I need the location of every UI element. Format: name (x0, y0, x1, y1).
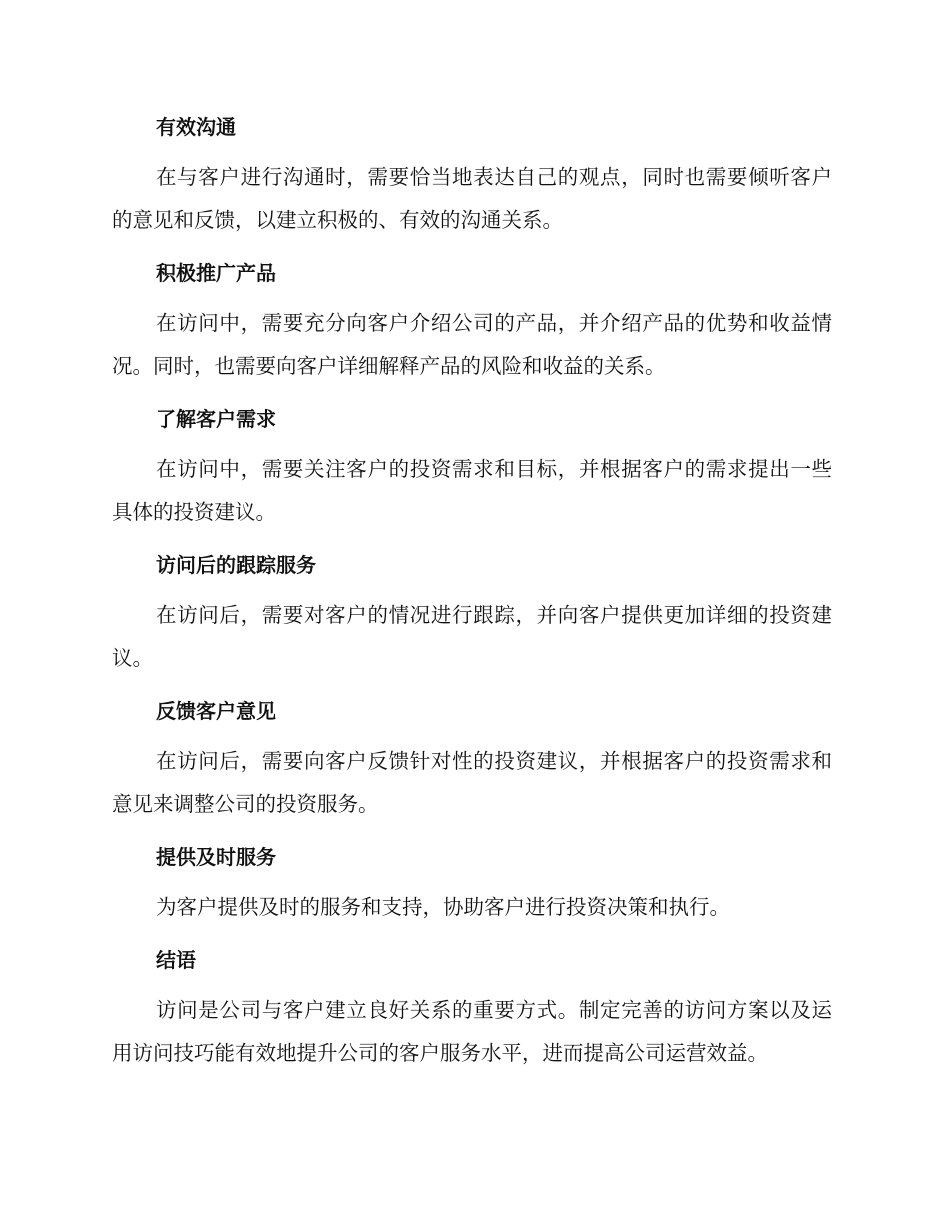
section-heading: 积极推广产品 (156, 261, 276, 285)
section-heading: 访问后的跟踪服务 (156, 553, 316, 577)
section-conclusion (112, 937, 832, 1075)
section-paragraph: 在访问中，需要关注客户的投资需求和目标，并根据客户的需求提出一些具体的投资建议。 (112, 457, 832, 524)
section-paragraph: 在访问后，需要向客户反馈针对性的投资建议，并根据客户的投资需求和意见来调整公司的投资服务。 (112, 749, 832, 816)
section-paragraph: 在与客户进行沟通时，需要恰当地表达自己的观点，同时也需要倾听客户的意见和反馈，以建立积极的、有效的沟通关系。 (112, 165, 832, 232)
section-paragraph: 访问是公司与客户建立良好关系的重要方式。制定完善的访问方案以及运用访问技巧能有效地提升公司的客户服务水平，进而提高公司运营效益。 (112, 998, 832, 1065)
section-timely-service (112, 834, 832, 929)
section-paragraph: 为客户提供及时的服务和支持，协助客户进行投资决策和执行。 (156, 895, 730, 919)
section-promote-products (112, 250, 832, 388)
section-understand-needs (112, 396, 832, 534)
section-heading: 了解客户需求 (156, 407, 276, 431)
section-heading: 反馈客户意见 (156, 699, 276, 723)
section-heading: 有效沟通 (156, 115, 236, 139)
section-heading: 提供及时服务 (156, 845, 276, 869)
section-effective-communication (112, 104, 832, 242)
section-heading: 结语 (156, 948, 196, 972)
section-paragraph: 在访问后，需要对客户的情况进行跟踪，并向客户提供更加详细的投资建议。 (112, 603, 832, 670)
section-feedback (112, 688, 832, 826)
section-paragraph: 在访问中，需要充分向客户介绍公司的产品，并介绍产品的优势和收益情况。同时，也需要向客户详细解释产品的风险和收益的关系。 (112, 311, 832, 378)
document-page (112, 104, 832, 1083)
section-follow-up-service (112, 542, 832, 680)
